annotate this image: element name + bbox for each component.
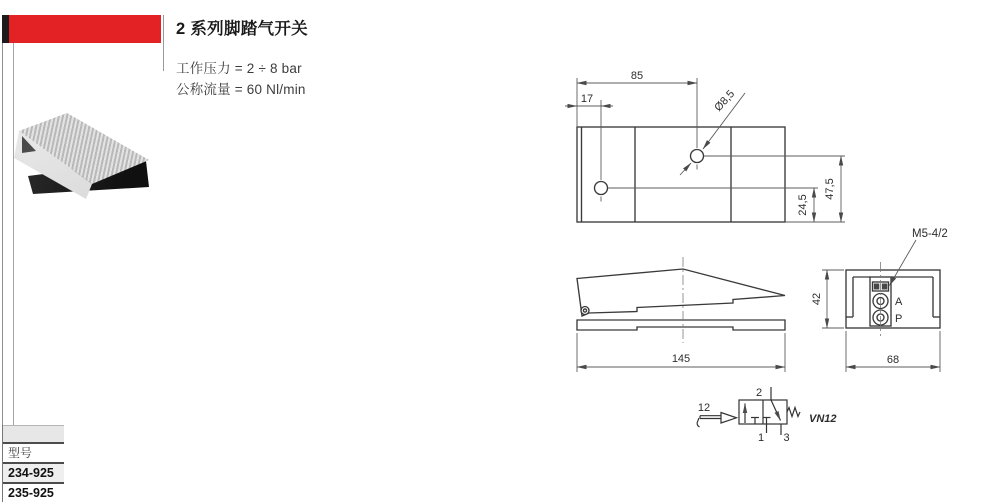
dim-label-17: 17: [580, 93, 594, 105]
top-view-drawing: [565, 70, 845, 222]
dim-label-47-5: 47,5: [824, 178, 836, 200]
actuator-triangle: [721, 413, 737, 424]
models-table: [2, 425, 64, 502]
dim-label-85: 85: [630, 70, 644, 82]
spring-return-symbol: [787, 408, 800, 417]
dim-label-24-5: 24,5: [797, 194, 809, 216]
spec-nominal-flow: 公称流量 = 60 Nl/min: [176, 82, 306, 97]
table-header-model: 型号: [3, 444, 64, 464]
pedal-actuator-hook: [697, 418, 699, 427]
side-view-drawing: [577, 257, 785, 372]
table-top-band: [3, 425, 64, 444]
page-title: 2 系列脚踏气开关: [176, 20, 308, 38]
label-port-2: 2: [755, 387, 763, 399]
dim-label-42: 42: [811, 292, 823, 306]
thread-label-m5: M5-4/2: [912, 228, 948, 240]
dim-label-hole: Ø8,5: [712, 88, 738, 114]
port-label-p: P: [895, 313, 903, 325]
table-row-model-1: 235-925: [3, 484, 64, 502]
label-port-3: 3: [783, 432, 790, 444]
label-actuation-12: 12: [697, 402, 711, 414]
table-row-model-0: 234-925: [3, 464, 64, 484]
dim-label-68: 68: [886, 354, 900, 366]
valve-symbol: [697, 387, 836, 444]
label-port-1: 1: [757, 432, 765, 444]
dim-label-145: 145: [671, 353, 691, 365]
label-valve-model: VN12: [809, 413, 837, 425]
spec-working-pressure: 工作压力 = 2 ÷ 8 bar: [176, 61, 302, 76]
end-view-drawing: [811, 228, 948, 372]
port-label-a: A: [895, 296, 903, 308]
